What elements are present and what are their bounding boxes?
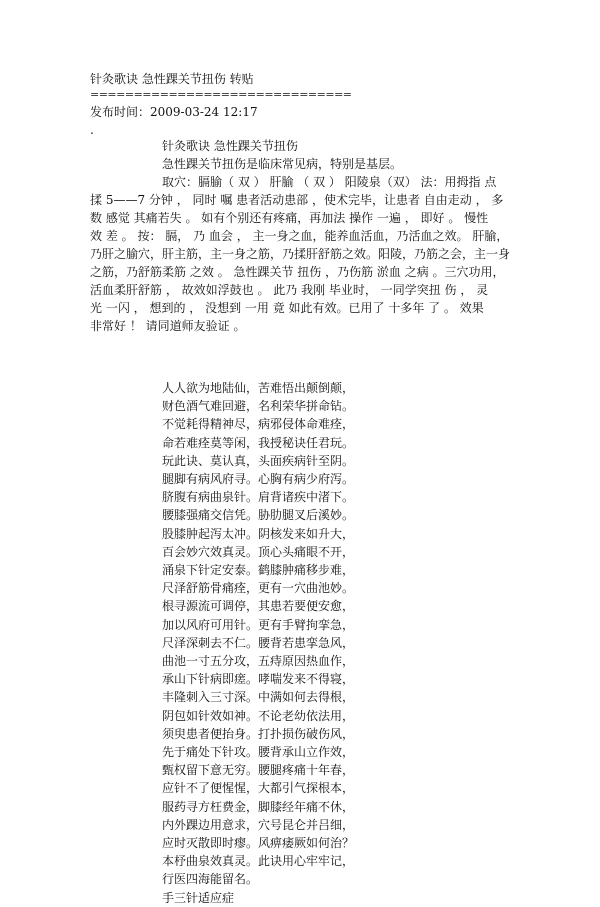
poem-line: 曲池一寸五分攻，五痔原因热血作， <box>162 654 355 669</box>
poem-line: 须臾患者便抬身。打扑损伤破伤风， <box>162 726 355 741</box>
body-line: 乃肝之腧穴，肝主筋，主一身之筋，乃揉肝舒筋之效。阳陵，乃筋之会，主一身 <box>90 247 511 261</box>
poem-line: 玩此诀、莫认真，头面疾病针至阴。 <box>162 453 355 468</box>
poem-line: 人人欲为地陆仙，苦难悟出颠倒颠， <box>162 381 355 395</box>
poem-line: 甄权留下意无穷。腰腿疼痛十年春， <box>162 763 355 778</box>
poem-line: 加以风府可用针。更有手臂拘挛急， <box>162 617 355 632</box>
poem-line: 股膝肿起泻太冲。阴核发来如升大， <box>162 526 355 541</box>
body-line: 之筋，乃舒筋柔筋 之效 。 急性踝关节 扭伤 ，乃伤筋 淤血 之病 。三穴功用， <box>90 265 505 279</box>
post-title: 针灸歌诀 急性踝关节扭伤 转贴 <box>90 72 254 86</box>
body-line: 光 一闪 ， 想到的 ， 没想到 一用 竟 如此有效。已用了 十多年 了 。 效果 <box>90 301 484 315</box>
poem-line: 腰膝强痛交信凭。胁肋腿叉后溪妙。 <box>162 508 355 523</box>
poem-line: 尺泽深刺去不仁。腰背若患挛急风， <box>162 635 355 650</box>
dot-marker: . <box>90 123 94 137</box>
body-line: 效 差 。 按： 膈， 乃 血会 ， 主一身之血，能养血活血，乃活血之效。 肝腧， <box>90 229 509 243</box>
body-line: 非常好 ！ 请同道师友验证 。 <box>90 319 246 333</box>
poem-line: 腿脚有病风府寻。心胸有病少府泻。 <box>162 472 355 487</box>
acupuncture-poem <box>162 379 354 907</box>
poem-line: 百会妙穴效真灵。顶心头痛眼不开， <box>162 544 355 559</box>
poem-line: 不觉耗得精神尽，病邪侵体命难痊， <box>162 417 355 432</box>
poem-line: 先于痛处下针攻。腰背承山立作效， <box>162 745 355 760</box>
poem-line: 应针不了便惺惺，大都引气探根本， <box>162 781 355 796</box>
publish-date: 发布时间：2009-03-24 12:17 <box>90 105 258 119</box>
next-section-heading: 手三针适应症 <box>162 890 235 905</box>
body-line: 急性踝关节扭伤是临床常见病，特别是基层。 <box>162 157 403 171</box>
poem-line: 根寻源流可调停，其患若要便安愈， <box>162 599 355 614</box>
article-body <box>90 137 511 335</box>
poem-line: 本杼曲泉效真灵。此诀用心牢牢记， <box>162 854 355 869</box>
poem-line: 行医四海能留名。 <box>162 872 259 887</box>
poem-line: 应时灭散即时瘳。风痹痿厥如何治？ <box>162 836 355 851</box>
poem-line: 涌泉下针定安泰。鹤膝肿痛移步难， <box>162 563 355 578</box>
poem-line: 丰隆刺入三寸深。中满如何去得根， <box>162 690 355 705</box>
poem-line: 阴包如针效如神。不论老幼依法用， <box>162 708 355 723</box>
body-line: 揉 5——7 分钟 ， 同时 嘱 患者活动患部 ，使术完毕，让患者 自由走动 ， 多 <box>90 193 504 207</box>
poem-line: 服药寻方枉费金，脚膝经年痛不休， <box>162 799 355 814</box>
body-line: 活血柔肝舒筋 ， 故效如浮鼓也 。 此乃 我刚 毕业时， 一同学突扭 伤 ， 灵 <box>90 283 489 297</box>
poem-line: 承山下针病即瘥。哮喘发来不得寝， <box>162 672 355 687</box>
poem-line: 尺泽舒筋骨痛痊，更有一穴曲池妙。 <box>162 581 355 596</box>
poem-line: 命若难痊莫等闲，我授秘诀任君玩。 <box>162 435 355 450</box>
poem-line: 财色酒气难回避，名利荣华拼命钻。 <box>162 399 355 414</box>
separator-line: ============================== <box>90 88 352 101</box>
poem-line: 脐腹有病曲泉针。肩背诸疾中渚下。 <box>162 490 355 505</box>
body-line: 取穴：膈腧（ 双 ） 肝腧 （ 双 ） 阳陵泉（双） 法：用拇指 点 <box>162 175 497 189</box>
body-line: 数 感觉 其痛若失 。 如有个别还有疼痛，再加法 操作 一遍 ， 即好 。 慢性 <box>90 211 489 225</box>
article-heading: 针灸歌诀 急性踝关节扭伤 <box>162 139 298 153</box>
poem-line: 内外踝边用意求，穴号昆仑并吕细， <box>162 817 355 832</box>
